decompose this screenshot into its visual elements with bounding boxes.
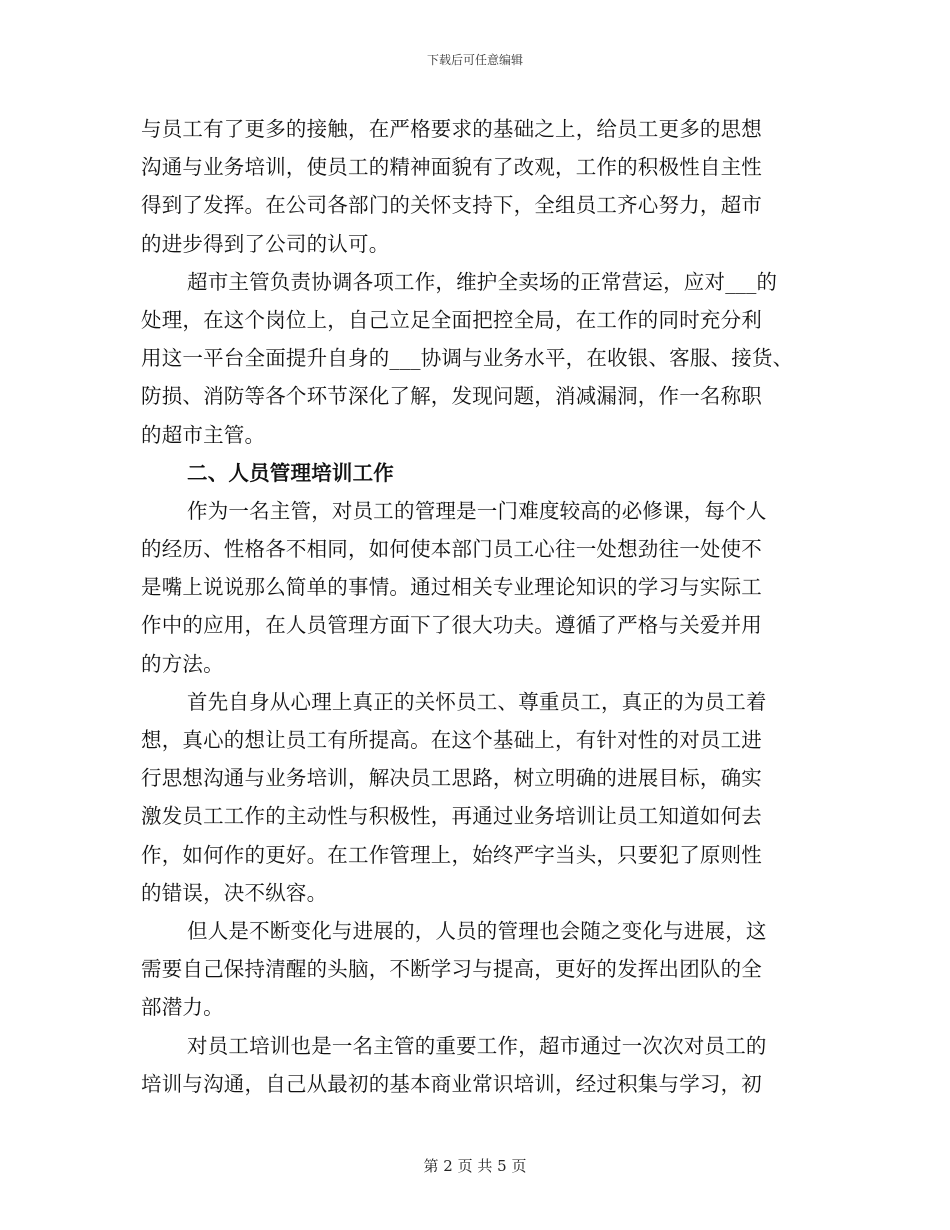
- body-line: 行思想沟通与业务培训，解决员工思路，树立明确的进展目标，确实: [141, 766, 762, 791]
- body-line: 作中的应用，在人员管理方面下了很大功夫。遵循了严格与关爱并用: [141, 613, 762, 638]
- body-line: 的超市主管。: [141, 422, 266, 447]
- body-line: 是嘴上说说那么简单的事情。通过相关专业理论知识的学习与实际工: [141, 575, 762, 600]
- body-line: 想，真心的想让员工有所提高。在这个基础上，有针对性的对员工进: [141, 728, 762, 752]
- section-heading: 二、人员管理培训工作: [187, 460, 394, 485]
- body-line: 需要自己保持清醒的头脑，不断学习与提高，更好的发挥出团队的全: [141, 957, 762, 982]
- body-line: 的错误，决不纵容。: [141, 880, 328, 905]
- body-line: 沟通与业务培训，使员工的精神面貌有了改观，工作的积极性自主性: [141, 155, 762, 180]
- body-line: 得到了发挥。在公司各部门的关怀支持下，全组员工齐心努力，超市: [141, 193, 762, 218]
- body-line: 作，如何作的更好。在工作管理上，始终严字当头，只要犯了原则性: [141, 842, 762, 867]
- paragraph-first-line: 但人是不断变化与进展的，人员的管理也会随之变化与进展，这: [187, 918, 767, 943]
- body-line: 激发员工工作的主动性与积极性，再通过业务培训让员工知道如何去: [141, 804, 762, 829]
- body-line: 部潜力。: [141, 995, 224, 1020]
- paragraph-first-line: 作为一名主管，对员工的管理是一门难度较高的必修课，每个人: [187, 498, 767, 523]
- paragraph-first-line: 超市主管负责协调各项工作，维护全卖场的正常营运，应对___的: [187, 269, 778, 294]
- page-header: 下载后可任意编辑: [426, 53, 523, 67]
- paragraph-first-line: 首先自身从心理上真正的关怀员工、尊重员工，真正的为员工着: [187, 689, 767, 714]
- document-body: [141, 110, 827, 1103]
- body-line: 与员工有了更多的接触，在严格要求的基础之上，给员工更多的思想: [141, 117, 762, 141]
- body-line: 处理，在这个岗位上，自己立足全面把控全局，在工作的同时充分利: [141, 307, 762, 332]
- page-number-footer: 第 2 页 共 5 页: [423, 1157, 527, 1175]
- body-line: 防损、消防等各个环节深化了解，发现问题，消减漏洞，作一名称职: [141, 384, 762, 409]
- paragraph-first-line: 对员工培训也是一名主管的重要工作，超市通过一次次对员工的: [187, 1033, 767, 1058]
- body-line: 用这一平台全面提升自身的___协调与业务水平，在收银、客服、接货、: [141, 346, 794, 371]
- body-line: 的方法。: [141, 651, 224, 676]
- body-line: 的进步得到了公司的认可。: [141, 231, 390, 256]
- body-line: 的经历、性格各不相同，如何使本部门员工心往一处想劲往一处使不: [141, 537, 762, 562]
- body-line: 培训与沟通，自己从最初的基本商业常识培训，经过积集与学习，初: [141, 1071, 762, 1096]
